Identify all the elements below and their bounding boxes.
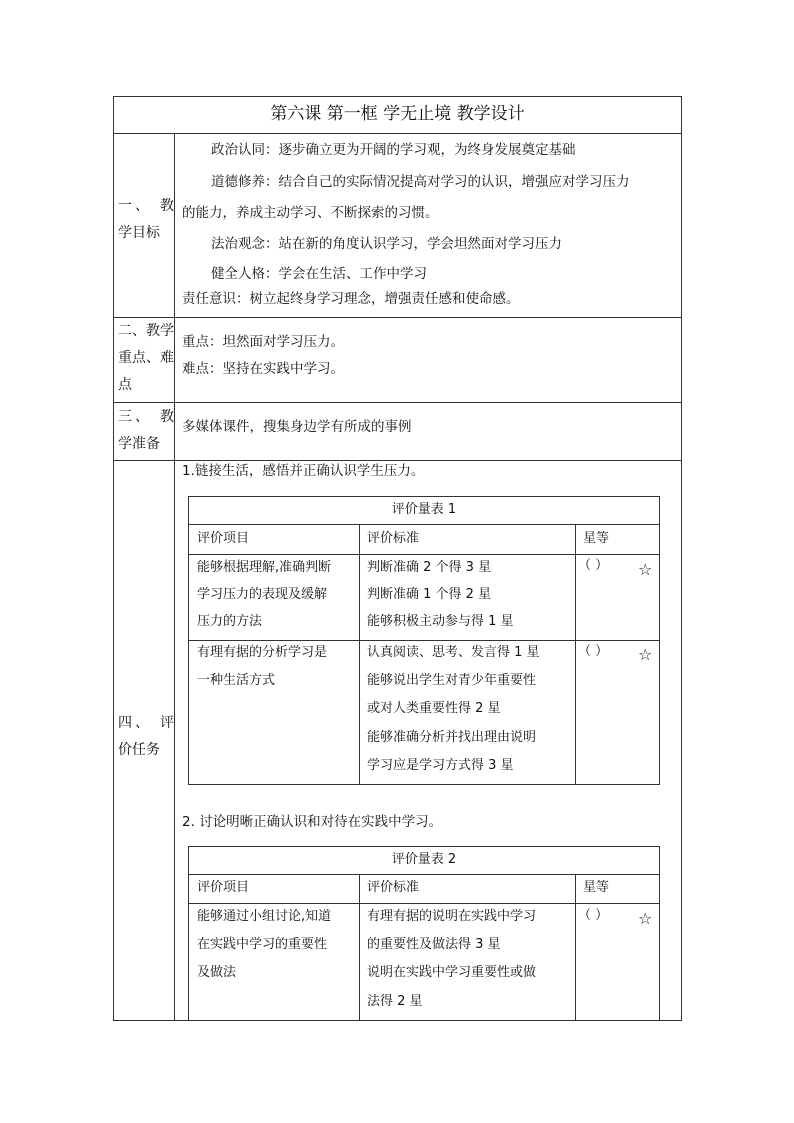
table2-row1-criteria: 说明在实践中学习重要性或做	[367, 965, 537, 980]
table1-header-criteria: 评价标准	[367, 531, 420, 546]
table1-row2-item: 有理有据的分析学习是	[197, 645, 328, 660]
goal-moral-cont: 的能力，养成主动学习、不断探索的习惯。	[182, 205, 439, 221]
column-divider	[174, 133, 175, 1021]
star-icon: ☆	[638, 909, 653, 928]
goal-responsibility: 责任意识：树立起终身学习理念，增强责任感和使命感。	[182, 291, 520, 307]
table2-caption: 评价量表 2	[391, 852, 457, 867]
goals-label: 一、 教学目标	[118, 198, 174, 241]
table2-row1-criteria: 法得 2 星	[367, 994, 423, 1009]
row-divider	[113, 402, 682, 403]
goal-political: 政治认同：逐步确立更为开阔的学习观，为终身发展奠定基础	[211, 142, 576, 158]
row-divider	[113, 317, 682, 318]
tasks-label: 四、 评价任务	[118, 715, 174, 758]
table1-caption: 评价量表 1	[391, 502, 457, 517]
table2-row1-item: 在实践中学习的重要性	[197, 937, 328, 952]
row-divider	[113, 133, 682, 134]
table1-row1-item: 压力的方法	[197, 614, 263, 629]
table-divider	[359, 874, 360, 1021]
star-icon: ☆	[638, 560, 653, 579]
table1-header-rating: 星等	[583, 531, 610, 546]
task1-text: 1.链接生活，感悟并正确认识学生压力。	[182, 463, 425, 479]
table2-row1-criteria: 的重要性及做法得 3 星	[367, 937, 501, 952]
table2-row1-criteria: 有理有据的说明在实践中学习	[367, 909, 537, 924]
table1-row2-item: 一种生活方式	[197, 673, 276, 688]
table1-row2-criteria: 学习应是学习方式得 3 星	[367, 758, 514, 773]
goal-moral: 道德修养：结合自己的实际情况提高对学习的认识，增强应对学习压力	[211, 174, 630, 190]
table1-row1-item: 能够根据理解,准确判断	[197, 560, 332, 575]
table-divider	[359, 524, 360, 785]
table2-row1-rating: （ ）	[578, 908, 609, 923]
difficulty-text: 难点：坚持在实践中学习。	[182, 361, 344, 377]
eval-table-2	[188, 846, 660, 1021]
table1-row2-criteria: 认真阅读、思考、发言得 1 星	[367, 645, 540, 660]
table2-header-criteria: 评价标准	[367, 880, 420, 895]
focus-text: 重点：坦然面对学习压力。	[182, 334, 344, 350]
row-divider	[113, 460, 682, 461]
page-title: 第六课 第一框 学无止境 教学设计	[270, 104, 525, 124]
goal-personality: 健全人格：学会在生活、工作中学习	[211, 266, 427, 282]
table2-header-item: 评价项目	[197, 880, 250, 895]
table1-row2-criteria: 能够说出学生对青少年重要性	[367, 673, 537, 688]
table-divider	[188, 903, 660, 904]
table2-row1-item: 及做法	[197, 965, 237, 980]
prep-text: 多媒体课件，搜集身边学有所成的事例	[182, 419, 412, 435]
table-divider	[188, 874, 660, 875]
table-divider	[188, 554, 660, 555]
table1-row1-criteria: 能够积极主动参与得 1 星	[367, 614, 514, 629]
table2-row1-item: 能够通过小组讨论,知道	[197, 909, 332, 924]
star-icon: ☆	[638, 645, 653, 664]
table1-row2-rating: （ ）	[578, 644, 609, 659]
table-divider	[575, 874, 576, 1021]
table1-row1-criteria: 判断准确 2 个得 3 星	[367, 560, 492, 575]
table1-row1-criteria: 判断准确 1 个得 2 星	[367, 587, 492, 602]
table1-header-item: 评价项目	[197, 531, 250, 546]
table1-row1-rating: （ ）	[578, 558, 609, 573]
key-points-label: 二、教学重点、难点	[118, 323, 174, 393]
table-divider	[575, 524, 576, 785]
goal-law: 法治观念：站在新的角度认识学习，学会坦然面对学习压力	[211, 236, 562, 252]
table1-row1-item: 学习压力的表现及缓解	[197, 587, 328, 602]
table-divider	[188, 640, 660, 641]
task2-text: 2. 讨论明晰正确认识和对待在实践中学习。	[182, 814, 443, 830]
table1-row2-criteria: 或对人类重要性得 2 星	[367, 701, 501, 716]
table1-row2-criteria: 能够准确分析并找出理由说明	[367, 730, 537, 745]
table-divider	[188, 524, 660, 525]
table2-header-rating: 星等	[583, 880, 610, 895]
prep-label: 三、 教学准备	[118, 409, 174, 452]
